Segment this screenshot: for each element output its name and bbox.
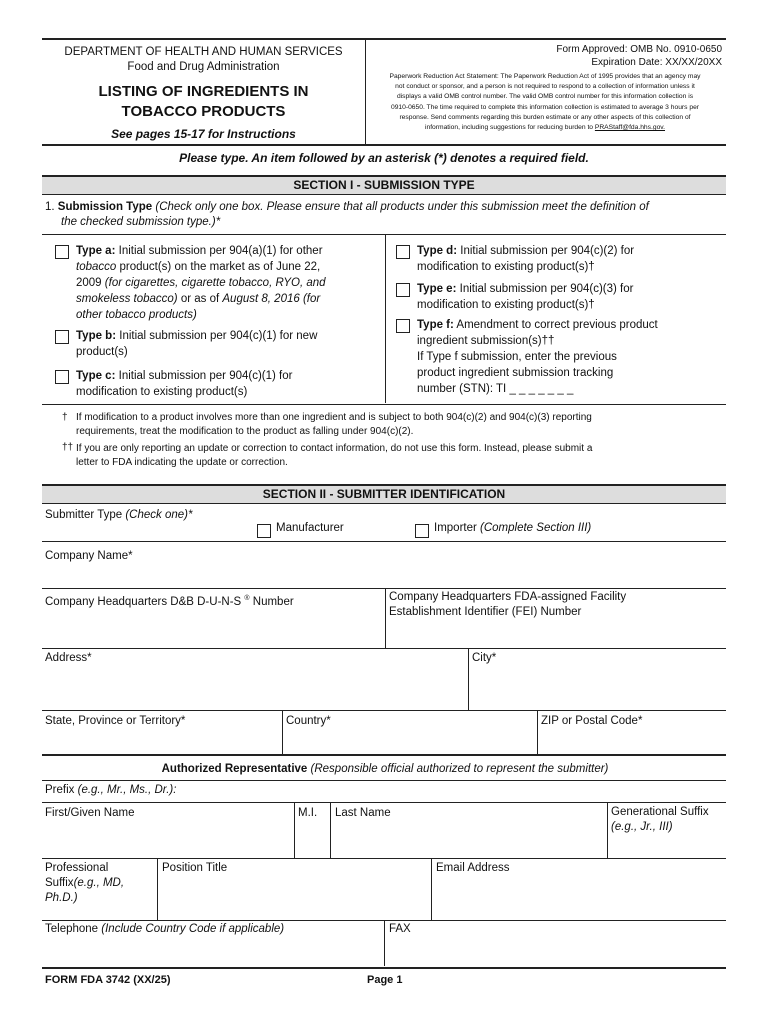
page-number: Page 1 <box>367 974 403 986</box>
telephone-label <box>45 922 284 937</box>
manufacturer-checkbox[interactable] <box>257 524 271 538</box>
type-b-option <box>76 328 381 360</box>
form-bottom-rule <box>42 967 726 969</box>
type-b-label: Type b: <box>76 330 117 342</box>
type-a-label: Type a: <box>76 245 116 257</box>
importer-checkbox[interactable] <box>415 524 429 538</box>
pra-line: not conduct or sponsor, and a person is not required to respond to a collection of information unless it <box>395 83 695 91</box>
type-b-text: product(s) <box>76 346 128 358</box>
section-1-title: SECTION I - SUBMISSION TYPE <box>42 175 726 195</box>
type-a-text: 2009 <box>76 277 102 289</box>
type-d-option <box>417 243 722 275</box>
omb-block <box>368 43 722 69</box>
company-name-field[interactable] <box>42 565 726 587</box>
email-field[interactable] <box>432 878 726 918</box>
telephone-field[interactable] <box>42 938 383 964</box>
submitter-type-label <box>45 508 192 523</box>
pra-line <box>368 123 722 133</box>
gen-suffix-hint: (e.g., Jr., III) <box>611 821 673 833</box>
telephone-text: Telephone <box>45 923 99 935</box>
authorized-rep-title: Authorized Representative <box>161 763 308 775</box>
country-field[interactable] <box>283 730 536 752</box>
footnote-1-mark: † <box>62 412 68 423</box>
type-c-text: Initial submission per 904(c)(1) for <box>118 370 293 382</box>
footnote-1-line: requirements, treat the modification to the product as falling under 904(c)(2). <box>76 426 414 437</box>
type-e-option <box>417 281 722 313</box>
authorized-rep-hint: (Responsible official authorized to represent the submitter) <box>310 763 609 775</box>
type-a-option <box>76 243 381 323</box>
pra-email-link[interactable]: PRAStaff@fda.hhs.gov. <box>594 124 666 132</box>
question-instruction: (Check only one box. Please ensure that all products under this submission meet the definition of <box>155 201 649 213</box>
pra-line: Paperwork Reduction Act Statement: The Paperwork Reduction Act of 1995 provides that an agency may <box>389 73 701 80</box>
question-label: Submission Type <box>57 201 153 213</box>
country-label: Country* <box>286 715 331 727</box>
type-e-text: Initial submission per 904(c)(3) for <box>459 283 634 295</box>
footnote-1 <box>76 411 716 439</box>
manufacturer-label: Manufacturer <box>276 522 344 534</box>
pra-line: displays a valid OMB control number. The valid OMB control number for this information collection is <box>396 93 694 101</box>
question-instruction-cont: the checked submission type.)* <box>61 216 221 228</box>
form-title-line1: LISTING OF INGREDIENTS IN <box>98 83 309 100</box>
pra-statement <box>368 72 722 133</box>
form-title-line2: TOBACCO PRODUCTS <box>121 103 286 120</box>
gen-suffix-label <box>611 805 709 835</box>
type-d-checkbox[interactable] <box>396 245 410 259</box>
last-name-field[interactable] <box>331 822 606 856</box>
type-a-text: or as of <box>180 293 220 305</box>
prof-suffix-label <box>45 861 124 906</box>
type-f-text: product ingredient submission tracking <box>417 367 614 379</box>
duns-label <box>45 591 294 610</box>
type-a-text: product(s) on the market as of June 22, <box>119 261 321 273</box>
importer-text: Importer <box>434 522 477 534</box>
type-a-checkbox[interactable] <box>55 245 69 259</box>
type-f-text: ingredient submission(s)†† <box>417 335 555 347</box>
registered-mark: ® <box>244 595 250 602</box>
form-number: FORM FDA 3742 (XX/25) <box>45 974 171 986</box>
type-f-option <box>417 317 722 397</box>
state-field[interactable] <box>42 730 281 752</box>
footnote-2 <box>76 442 716 470</box>
position-title-label: Position Title <box>162 862 228 874</box>
email-label: Email Address <box>436 862 510 874</box>
prefix-hint: (e.g., Mr., Ms., Dr.): <box>77 784 177 796</box>
fei-label <box>389 590 626 620</box>
gen-suffix-field[interactable] <box>608 838 726 856</box>
first-name-field[interactable] <box>42 822 293 856</box>
fax-field[interactable] <box>385 938 726 964</box>
rule <box>42 588 726 589</box>
city-label: City* <box>472 652 497 664</box>
type-a-text: other tobacco products) <box>76 309 197 321</box>
type-b-checkbox[interactable] <box>55 330 69 344</box>
duns-text: Company Headquarters D&B D-U-N-S <box>45 595 242 608</box>
type-d-label: Type d: <box>417 245 458 257</box>
company-name-label: Company Name* <box>45 550 133 562</box>
agency-name: Food and Drug Administration <box>127 61 280 73</box>
fei-field[interactable] <box>386 622 726 646</box>
zip-label: ZIP or Postal Code* <box>541 715 643 727</box>
footnote-1-line: If modification to a product involves more than one ingredient and is subject to both 904(c)(2) and 904(c)(3) reporting <box>76 412 592 423</box>
footnote-2-mark: †† <box>62 442 74 453</box>
type-e-text: modification to existing product(s)† <box>417 299 595 311</box>
top-rule <box>42 38 726 40</box>
type-e-checkbox[interactable] <box>396 283 410 297</box>
pra-line-text: information, including suggestions for reducing burden to <box>424 124 594 132</box>
submitter-type-hint: (Check one)* <box>125 509 193 521</box>
fax-label: FAX <box>389 923 411 935</box>
type-a-text: Initial submission per 904(a)(1) for other <box>118 245 323 257</box>
zip-field[interactable] <box>538 730 726 752</box>
prefix-text: Prefix <box>45 784 75 796</box>
type-f-text: Amendment to correct previous product <box>456 319 658 331</box>
prefix-field[interactable] <box>200 782 720 800</box>
footnote-top-rule <box>42 404 726 405</box>
header-divider <box>365 39 366 144</box>
address-field[interactable] <box>42 668 467 708</box>
prof-suffix-hint: Ph.D.) <box>45 892 78 904</box>
authorized-rep-heading <box>0 762 770 777</box>
type-f-checkbox[interactable] <box>396 319 410 333</box>
type-a-text: August 8, 2016 (for <box>222 293 321 305</box>
city-field[interactable] <box>469 668 726 708</box>
options-top-rule <box>42 234 726 235</box>
section-2-title: SECTION II - SUBMITTER IDENTIFICATION <box>42 484 726 504</box>
type-a-text: (for cigarettes, cigarette tobacco, RYO, and <box>104 277 326 289</box>
state-label: State, Province or Territory* <box>45 715 186 727</box>
omb-number: Form Approved: OMB No. 0910-0650 <box>556 44 722 55</box>
prof-suffix-text <box>45 876 124 891</box>
footnote-2-line: letter to FDA indicating the update or correction. <box>76 457 288 468</box>
prefix-label <box>45 783 176 798</box>
pra-line: 0910-0650. The time required to complete this information collection is estimated to average 3 hours per <box>390 103 700 111</box>
options-divider <box>385 235 386 403</box>
question-number: 1. <box>45 201 55 213</box>
address-label: Address* <box>45 652 92 664</box>
rule <box>42 858 726 859</box>
type-a-text: smokeless tobacco) <box>76 293 178 305</box>
rule <box>42 802 726 803</box>
last-name-label: Last Name <box>335 807 391 819</box>
header-left <box>42 45 365 142</box>
type-a-text: tobacco <box>76 261 117 273</box>
prof-suffix-word: Suffix <box>45 877 74 889</box>
rule <box>42 780 726 781</box>
pra-line: response. Send comments regarding this burden estimate or any other aspects of this collection of <box>399 113 691 121</box>
header-bottom-rule <box>42 144 726 146</box>
prof-suffix-text: Professional <box>45 862 109 874</box>
type-c-text: modification to existing product(s) <box>76 386 248 398</box>
see-pages-instructions: See pages 15-17 for Instructions <box>111 127 296 141</box>
importer-label <box>434 521 591 536</box>
type-c-option <box>76 368 381 400</box>
type-d-text: modification to existing product(s)† <box>417 261 595 273</box>
type-c-checkbox[interactable] <box>55 370 69 384</box>
fei-text: Company Headquarters FDA-assigned Facility <box>389 591 627 603</box>
type-c-label: Type c: <box>76 370 116 382</box>
rule <box>42 541 726 542</box>
submitter-type-text: Submitter Type <box>45 509 123 521</box>
type-instruction: Please type. An item followed by an asterisk (*) denotes a required field. <box>179 151 589 165</box>
position-title-field[interactable] <box>158 878 430 918</box>
importer-hint: (Complete Section III) <box>480 522 592 534</box>
duns-text: Number <box>252 595 294 608</box>
expiration-date: Expiration Date: XX/XX/20XX <box>591 57 722 68</box>
duns-field[interactable] <box>42 608 384 646</box>
telephone-hint: (Include Country Code if applicable) <box>101 923 285 935</box>
mi-label: M.I. <box>298 807 318 819</box>
type-f-text: If Type f submission, enter the previous <box>417 351 617 363</box>
type-d-text: Initial submission per 904(c)(2) for <box>460 245 635 257</box>
type-f-label: Type f: <box>417 319 454 331</box>
mi-field[interactable] <box>295 822 329 856</box>
rule-thick <box>42 754 726 756</box>
rule <box>42 710 726 711</box>
first-name-label: First/Given Name <box>45 807 135 819</box>
submission-type-question <box>45 200 725 230</box>
type-b-text: Initial submission per 904(c)(1) for new <box>119 330 318 342</box>
footnote-2-line: If you are only reporting an update or correction to contact information, do not use this form. Instead, please submit a <box>76 443 593 454</box>
dept-name: DEPARTMENT OF HEALTH AND HUMAN SERVICES <box>64 46 343 58</box>
stn-field[interactable]: number (STN): TI _ _ _ _ _ _ _ <box>417 383 574 395</box>
fei-text: Establishment Identifier (FEI) Number <box>389 606 582 618</box>
rule <box>42 648 726 649</box>
type-e-label: Type e: <box>417 283 457 295</box>
prof-suffix-hint: (e.g., MD, <box>73 877 125 889</box>
gen-suffix-text: Generational Suffix <box>611 806 709 818</box>
